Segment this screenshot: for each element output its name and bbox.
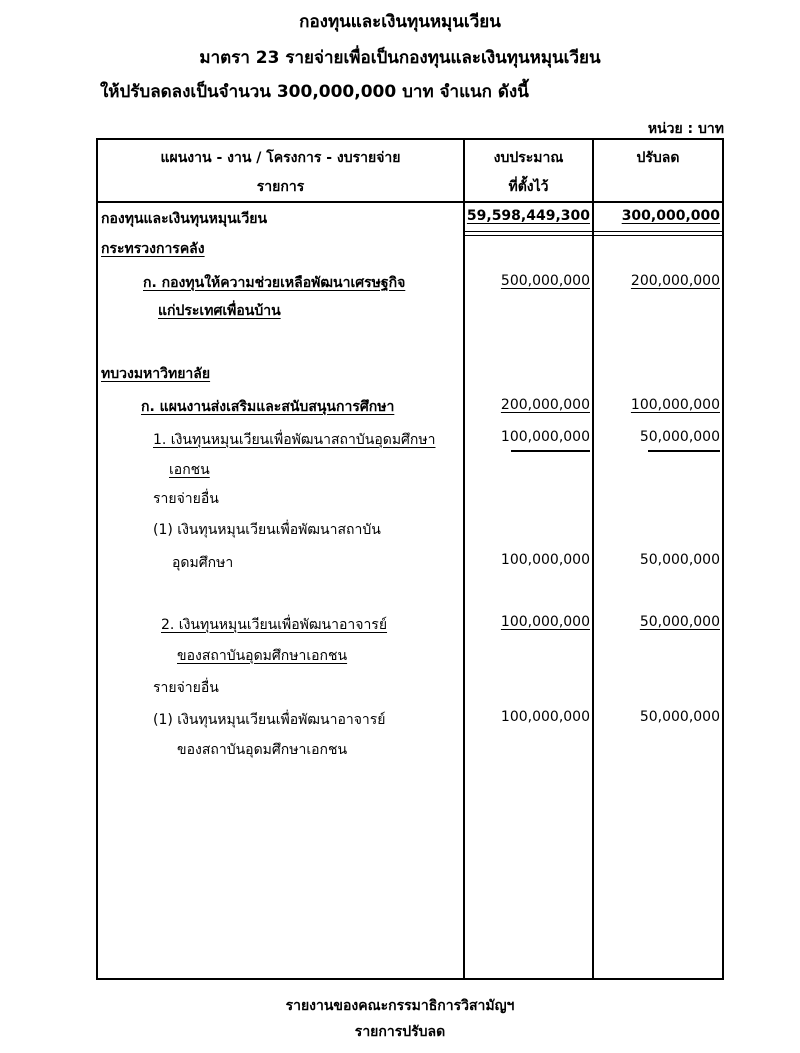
other-expense-2: รายจ่ายอื่น (153, 680, 219, 696)
fund-private-institutions-budget: 100,000,000 (500, 429, 590, 445)
fund-private-lecturers-cut: 50,000,000 (639, 614, 720, 630)
fund-private-lecturers-2: ของสถาบันอุดมศึกษาเอกชน (177, 648, 348, 664)
item-lecturers-budget: 100,000,000 (500, 709, 590, 725)
col-header-item: รายการ (256, 179, 305, 195)
fund-neighbor-aid-budget: 500,000,000 (500, 273, 590, 289)
col-header-plan: แผนงาน - งาน / โครงการ - งบรายจ่าย (160, 150, 401, 166)
plan-education-cut: 100,000,000 (630, 397, 720, 413)
fund-private-lecturers-budget: 100,000,000 (500, 614, 590, 630)
col-header-budget-2: ที่ตั้งไว้ (508, 179, 549, 195)
item-institutions-budget: 100,000,000 (500, 552, 590, 568)
footer-report: รายงานของคณะกรรมาธิการวิสามัญฯ (285, 998, 515, 1014)
fund-neighbor-aid: ก. กองทุนให้ความช่วยเหลือพัฒนาเศรษฐกิจ (143, 275, 406, 291)
col-header-budget: งบประมาณ (493, 150, 564, 166)
footer-list: รายการปรับลด (354, 1024, 446, 1040)
item-lecturers: (1) เงินทุนหมุนเวียนเพื่อพัฒนาอาจารย์ (153, 712, 386, 728)
row-total-budget: 59,598,449,300 (466, 208, 590, 224)
fund-private-institutions-cut: 50,000,000 (639, 429, 720, 445)
doc-subtitle: มาตรา 23 รายจ่ายเพื่อเป็นกองทุนและเงินทุนหมุนเวียน (199, 48, 601, 68)
item-institutions-cut: 50,000,000 (639, 552, 720, 568)
unit-label: หน่วย : บาท (647, 121, 724, 137)
other-expense-1: รายจ่ายอื่น (153, 491, 219, 507)
item-institutions-2: อุดมศึกษา (172, 555, 234, 571)
doc-description: ให้ปรับลดลงเป็นจำนวน 300,000,000 บาท จำแนก ดังนี้ (100, 82, 529, 102)
fund-private-institutions: 1. เงินทุนหมุนเวียนเพื่อพัฒนาสถาบันอุดมศึกษา (153, 432, 436, 448)
ministry-finance: กระทรวงการคลัง (101, 241, 205, 257)
fund-neighbor-aid-cut: 200,000,000 (630, 273, 720, 289)
item-lecturers-2: ของสถาบันอุดมศึกษาเอกชน (177, 742, 348, 758)
item-lecturers-cut: 50,000,000 (639, 709, 720, 725)
fund-private-institutions-2: เอกชน (169, 462, 210, 478)
row-total-label: กองทุนและเงินทุนหมุนเวียน (101, 211, 268, 227)
item-institutions: (1) เงินทุนหมุนเวียนเพื่อพัฒนาสถาบัน (153, 522, 381, 538)
doc-title: กองทุนและเงินทุนหมุนเวียน (299, 12, 501, 32)
row-total-cut: 300,000,000 (621, 208, 720, 224)
plan-education-budget: 200,000,000 (500, 397, 590, 413)
fund-neighbor-aid-2: แก่ประเทศเพื่อนบ้าน (158, 303, 281, 319)
fund-private-lecturers: 2. เงินทุนหมุนเวียนเพื่อพัฒนาอาจารย์ (161, 617, 388, 633)
ministry-university: ทบวงมหาวิทยาลัย (101, 366, 211, 382)
col-header-cut: ปรับลด (636, 150, 680, 166)
plan-education: ก. แผนงานส่งเสริมและสนับสนุนการศึกษา (141, 399, 395, 415)
